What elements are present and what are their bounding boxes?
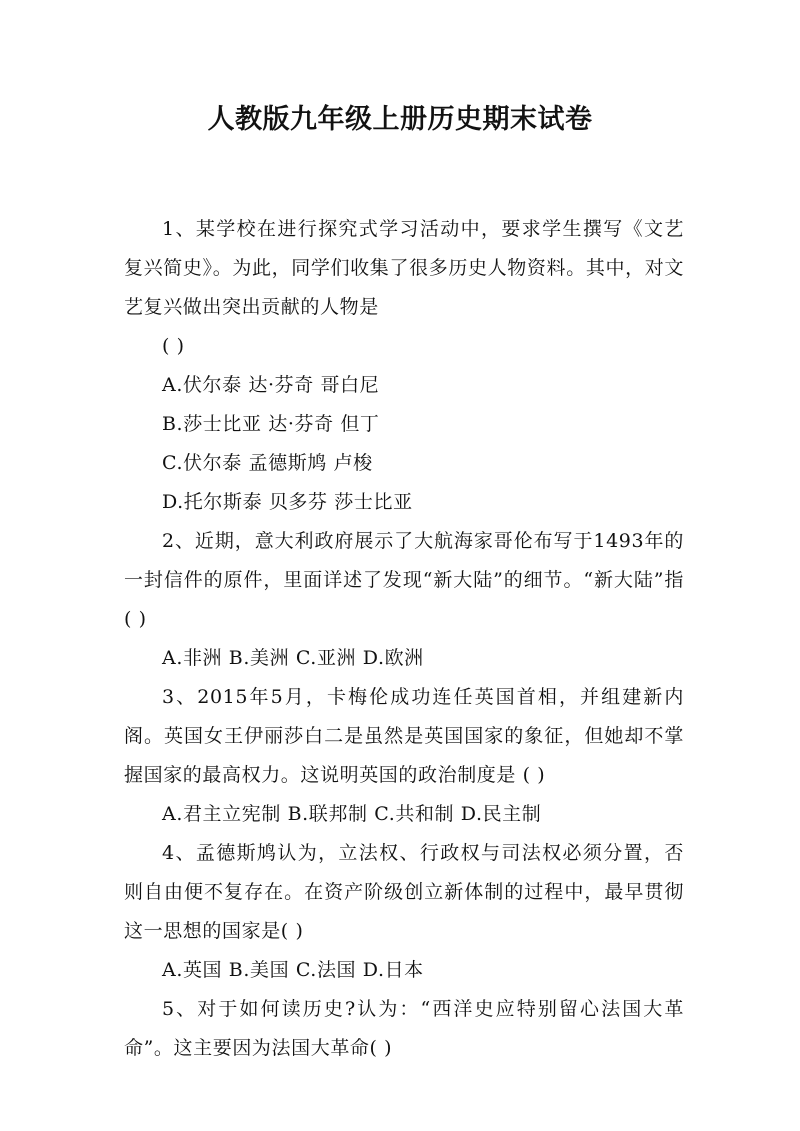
question-1-option-c: C.伏尔泰 孟德斯鸠 卢梭 bbox=[162, 452, 373, 474]
question-5-stem: 5、对于如何读历史?认为：“西洋史应特别留心法国大革命”。这主要因为法国大革命( ) bbox=[124, 998, 684, 1059]
question-3-stem: 3、2015年5月，卡梅伦成功连任英国首相，并组建新内阁。英国女王伊丽莎白二是虽然是英国国家的象征，但她却不掌握国家的最高权力。这说明英国的政治制度是 ( ) bbox=[124, 686, 684, 786]
question-1-option-a: A.伏尔泰 达·芬奇 哥白尼 bbox=[162, 374, 380, 396]
question-1-option-d: D.托尔斯泰 贝多芬 莎士比亚 bbox=[162, 491, 413, 513]
question-1-option-b: B.莎士比亚 达·芬奇 但丁 bbox=[162, 413, 380, 435]
question-3-options: A.君主立宪制 B.联邦制 C.共和制 D.民主制 bbox=[162, 803, 542, 825]
question-1-answer-blank: ( ) bbox=[162, 335, 185, 357]
question-2-stem: 2、近期，意大利政府展示了大航海家哥伦布写于1493年的一封信件的原件，里面详述了发现“新大陆”的细节。“新大陆”指 ( ) bbox=[124, 530, 684, 630]
question-4-options: A.英国 B.美国 C.法国 D.日本 bbox=[162, 959, 424, 981]
document-body bbox=[124, 210, 684, 1068]
question-2-options: A.非洲 B.美洲 C.亚洲 D.欧洲 bbox=[162, 647, 424, 669]
question-1-stem: 1、某学校在进行探究式学习活动中，要求学生撰写《文艺复兴简史》。为此，同学们收集了很多历史人物资料。其中，对文艺复兴做出突出贡献的人物是 bbox=[124, 218, 684, 318]
question-4-stem: 4、孟德斯鸠认为，立法权、行政权与司法权必须分置，否则自由便不复存在。在资产阶级创立新体制的过程中，最早贯彻这一思想的国家是( ) bbox=[124, 842, 684, 942]
document-title: 人教版九年级上册历史期末试卷 bbox=[207, 104, 593, 135]
